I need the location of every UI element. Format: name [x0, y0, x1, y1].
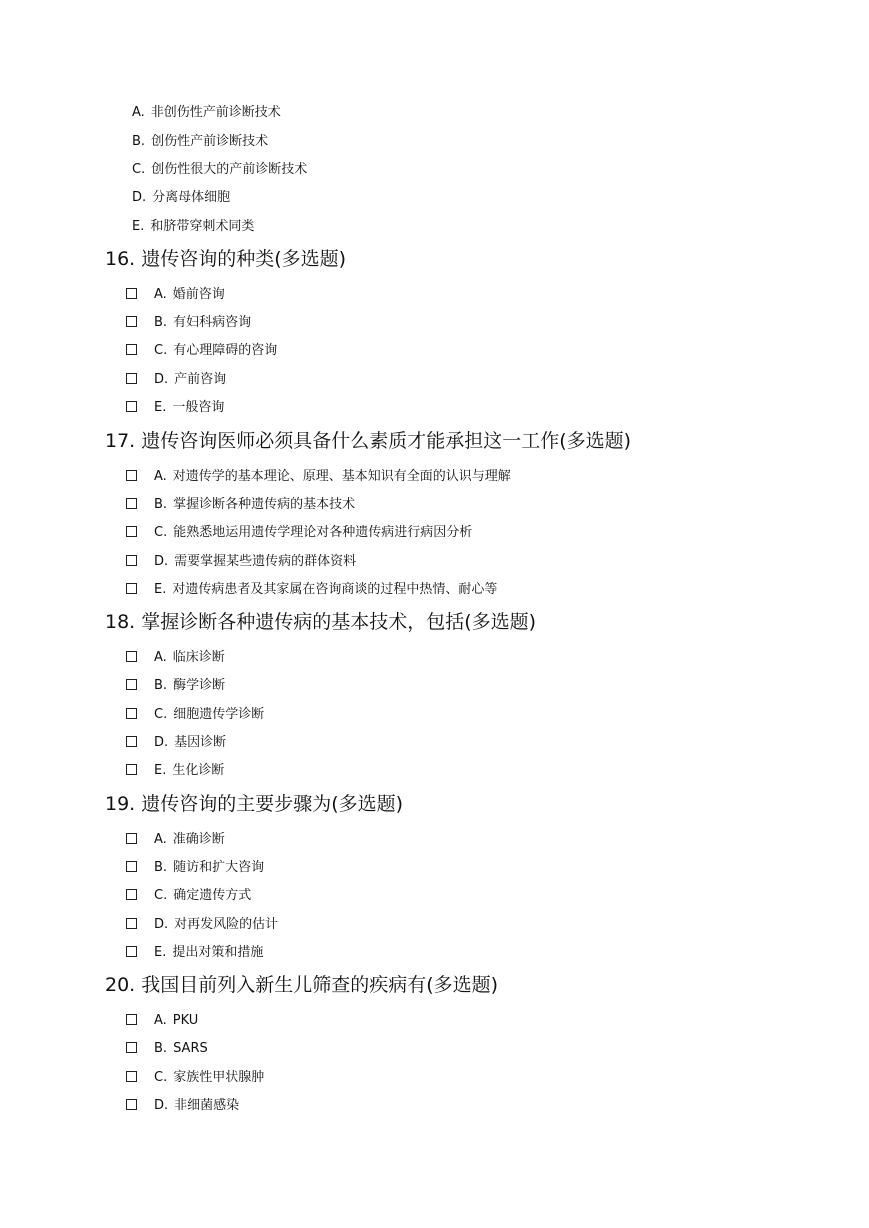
checkbox-icon[interactable] [126, 555, 137, 566]
checkbox-icon[interactable] [126, 708, 137, 719]
option-letter: C. [154, 525, 168, 540]
option-text: 家族性甲状腺肿 [173, 1070, 265, 1085]
q19-option-a[interactable] [126, 830, 225, 850]
option-text: 细胞遗传学诊断 [173, 707, 265, 722]
q16-option-d[interactable] [126, 370, 226, 390]
option-letter: E. [154, 945, 167, 960]
option-text: 一般咨询 [172, 400, 225, 415]
option-text: 有心理障碍的咨询 [173, 343, 278, 358]
option-text: 需要掌握某些遗传病的群体资料 [174, 554, 357, 569]
checkbox-icon[interactable] [126, 918, 137, 929]
option-letter: D. [132, 190, 147, 205]
option-letter: B. [154, 678, 168, 693]
option-text: 准确诊断 [172, 832, 225, 847]
question-17-title: 17. 遗传咨询医师必须具备什么素质才能承担这一工作(多选题) [105, 430, 632, 452]
option-letter: A. [154, 469, 167, 484]
option-letter: D. [154, 917, 169, 932]
option-letter: E. [132, 219, 145, 234]
option-text: 分离母体细胞 [152, 190, 231, 205]
q20-option-a[interactable] [126, 1011, 198, 1031]
checkbox-icon[interactable] [126, 1099, 137, 1110]
q18-option-e[interactable] [126, 761, 224, 781]
q18-option-d[interactable] [126, 733, 226, 753]
option-text: 能熟悉地运用遗传学理论对各种遗传病进行病因分析 [173, 525, 473, 540]
q16-option-c[interactable] [126, 341, 277, 361]
option-letter: B. [154, 860, 168, 875]
q15-option-c[interactable] [132, 160, 307, 180]
checkbox-icon[interactable] [126, 1071, 137, 1082]
option-letter: C. [154, 888, 168, 903]
option-text: 确定遗传方式 [173, 888, 252, 903]
checkbox-icon[interactable] [126, 736, 137, 747]
checkbox-icon[interactable] [126, 946, 137, 957]
question-16-title: 16. 遗传咨询的种类(多选题) [105, 248, 347, 270]
option-text: 对遗传病患者及其家属在咨询商谈的过程中热情、耐心等 [172, 582, 498, 597]
option-letter: E. [154, 763, 167, 778]
option-text: 临床诊断 [172, 650, 225, 665]
checkbox-icon[interactable] [126, 833, 137, 844]
option-letter: A. [154, 1013, 167, 1028]
option-letter: B. [154, 497, 168, 512]
option-text: 非创伤性产前诊断技术 [150, 105, 281, 120]
option-letter: D. [154, 735, 169, 750]
q19-option-c[interactable] [126, 886, 251, 906]
option-text: 非细菌感染 [174, 1098, 240, 1113]
option-letter: C. [132, 162, 146, 177]
q17-option-d[interactable] [126, 552, 356, 572]
option-letter: A. [132, 105, 145, 120]
option-text: 创伤性产前诊断技术 [151, 134, 269, 149]
q18-option-c[interactable] [126, 705, 264, 725]
q18-option-b[interactable] [126, 676, 225, 696]
q15-option-b[interactable] [132, 132, 268, 152]
q15-option-e[interactable] [132, 217, 254, 237]
checkbox-icon[interactable] [126, 861, 137, 872]
option-text: 掌握诊断各种遗传病的基本技术 [173, 497, 356, 512]
option-letter: A. [154, 650, 167, 665]
option-letter: E. [154, 400, 167, 415]
option-letter: C. [154, 707, 168, 722]
checkbox-icon[interactable] [126, 1014, 137, 1025]
checkbox-icon[interactable] [126, 373, 137, 384]
option-text: PKU [172, 1013, 199, 1028]
option-text: SARS [173, 1041, 208, 1056]
option-letter: C. [154, 1070, 168, 1085]
option-text: 生化诊断 [172, 763, 225, 778]
checkbox-icon[interactable] [126, 344, 137, 355]
option-text: 有妇科病咨询 [173, 315, 252, 330]
checkbox-icon[interactable] [126, 288, 137, 299]
option-letter: C. [154, 343, 168, 358]
option-text: 提出对策和措施 [172, 945, 264, 960]
option-text: 酶学诊断 [173, 678, 226, 693]
checkbox-icon[interactable] [126, 764, 137, 775]
option-text: 基因诊断 [174, 735, 227, 750]
question-20-title: 20. 我国目前列入新生儿筛查的疾病有(多选题) [105, 974, 499, 996]
checkbox-icon[interactable] [126, 316, 137, 327]
option-letter: B. [154, 1041, 168, 1056]
q20-option-d[interactable] [126, 1096, 239, 1116]
option-text: 随访和扩大咨询 [173, 860, 265, 875]
option-letter: A. [154, 832, 167, 847]
option-text: 对再发风险的估计 [174, 917, 279, 932]
q15-option-a[interactable] [132, 103, 281, 123]
q17-option-c[interactable] [126, 523, 472, 543]
checkbox-icon[interactable] [126, 526, 137, 537]
checkbox-icon[interactable] [126, 889, 137, 900]
option-text: 产前咨询 [174, 372, 227, 387]
checkbox-icon[interactable] [126, 583, 137, 594]
question-19-title: 19. 遗传咨询的主要步骤为(多选题) [105, 793, 404, 815]
option-letter: D. [154, 554, 169, 569]
q20-option-b[interactable] [126, 1039, 208, 1059]
checkbox-icon[interactable] [126, 679, 137, 690]
q16-option-a[interactable] [126, 285, 225, 305]
checkbox-icon[interactable] [126, 1042, 137, 1053]
checkbox-icon[interactable] [126, 401, 137, 412]
q18-option-a[interactable] [126, 648, 225, 668]
option-letter: D. [154, 372, 169, 387]
q20-option-c[interactable] [126, 1068, 264, 1088]
option-text: 创伤性很大的产前诊断技术 [151, 162, 308, 177]
checkbox-icon[interactable] [126, 651, 137, 662]
checkbox-icon[interactable] [126, 498, 137, 509]
option-text: 和脐带穿刺术同类 [150, 219, 255, 234]
option-letter: B. [132, 134, 146, 149]
q19-option-e[interactable] [126, 943, 263, 963]
q19-option-b[interactable] [126, 858, 264, 878]
option-letter: D. [154, 1098, 169, 1113]
checkbox-icon[interactable] [126, 470, 137, 481]
question-18-title: 18. 掌握诊断各种遗传病的基本技术，包括(多选题) [105, 611, 537, 633]
q17-option-a[interactable] [126, 467, 511, 487]
option-text: 婚前咨询 [172, 287, 225, 302]
q17-option-b[interactable] [126, 495, 355, 515]
option-letter: A. [154, 287, 167, 302]
option-text: 对遗传学的基本理论、原理、基本知识有全面的认识与理解 [172, 469, 511, 484]
option-letter: B. [154, 315, 168, 330]
q15-option-d[interactable] [132, 188, 230, 208]
option-letter: E. [154, 582, 167, 597]
q16-option-b[interactable] [126, 313, 251, 333]
q19-option-d[interactable] [126, 915, 278, 935]
q16-option-e[interactable] [126, 398, 224, 418]
q17-option-e[interactable] [126, 580, 497, 600]
